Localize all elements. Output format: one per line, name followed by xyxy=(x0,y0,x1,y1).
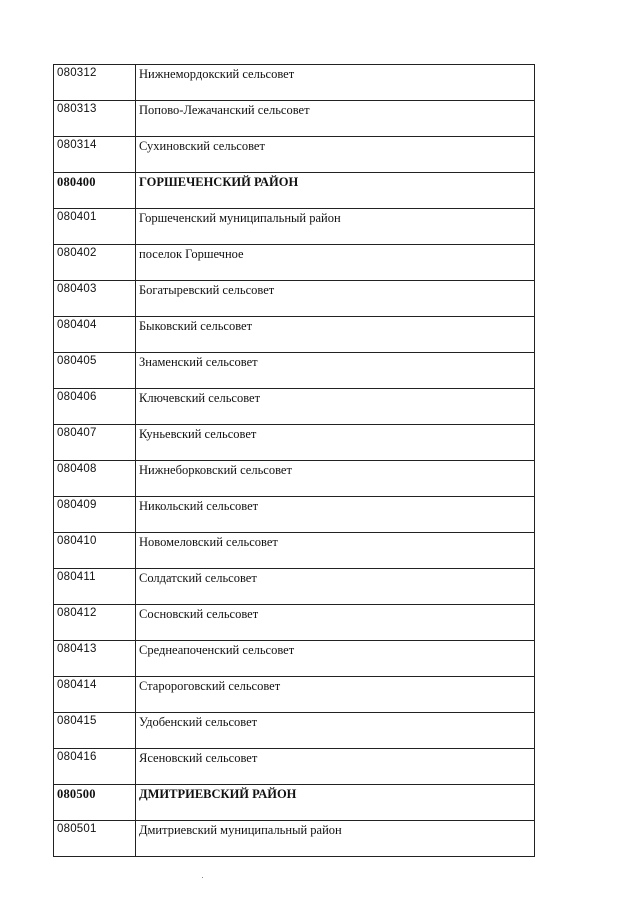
scan-speck xyxy=(202,877,203,878)
table-row xyxy=(54,569,535,605)
row-name-cell: Сухиновский сельсовет xyxy=(136,137,535,173)
row-name-cell: Старороговский сельсовет xyxy=(136,677,535,713)
table-row xyxy=(54,65,535,101)
row-name-cell: Новомеловский сельсовет xyxy=(136,533,535,569)
row-name-cell: Солдатский сельсовет xyxy=(136,569,535,605)
table-row xyxy=(54,749,535,785)
row-name-cell: Нижнемордокский сельсовет xyxy=(136,65,535,101)
table-row xyxy=(54,245,535,281)
table-row xyxy=(54,497,535,533)
row-code-cell: 080313 xyxy=(54,101,136,137)
row-code-cell: 080414 xyxy=(54,677,136,713)
row-code-cell: 080400 xyxy=(54,173,136,209)
row-code-cell: 080416 xyxy=(54,749,136,785)
row-code-cell: 080415 xyxy=(54,713,136,749)
row-code-cell: 080410 xyxy=(54,533,136,569)
table-row xyxy=(54,389,535,425)
row-name-cell: Сосновский сельсовет xyxy=(136,605,535,641)
table-row xyxy=(54,137,535,173)
row-name-cell: Куньевский сельсовет xyxy=(136,425,535,461)
row-code-cell: 080314 xyxy=(54,137,136,173)
table-row xyxy=(54,641,535,677)
table-row xyxy=(54,677,535,713)
row-name-cell: Удобенский сельсовет xyxy=(136,713,535,749)
row-code-cell: 080312 xyxy=(54,65,136,101)
row-code-cell: 080404 xyxy=(54,317,136,353)
table-row xyxy=(54,533,535,569)
table-body xyxy=(54,65,535,857)
district-header-row xyxy=(54,173,535,209)
row-code-cell: 080411 xyxy=(54,569,136,605)
row-name-cell: Дмитриевский муниципальный район xyxy=(136,821,535,857)
row-code-cell: 080408 xyxy=(54,461,136,497)
district-header-row xyxy=(54,785,535,821)
row-code-cell: 080500 xyxy=(54,785,136,821)
row-name-cell: Попово-Лежачанский сельсовет xyxy=(136,101,535,137)
row-name-cell: Никольский сельсовет xyxy=(136,497,535,533)
table-row xyxy=(54,281,535,317)
row-code-cell: 080401 xyxy=(54,209,136,245)
table-row xyxy=(54,209,535,245)
row-name-cell: поселок Горшечное xyxy=(136,245,535,281)
code-table xyxy=(53,64,535,857)
row-name-cell: Среднеапоченский сельсовет xyxy=(136,641,535,677)
row-name-cell: Богатыревский сельсовет xyxy=(136,281,535,317)
row-code-cell: 080406 xyxy=(54,389,136,425)
table-row xyxy=(54,713,535,749)
table-row xyxy=(54,353,535,389)
table-row xyxy=(54,605,535,641)
row-name-cell: Нижнеборковский сельсовет xyxy=(136,461,535,497)
table-row xyxy=(54,101,535,137)
row-name-cell: ГОРШЕЧЕНСКИЙ РАЙОН xyxy=(136,173,535,209)
row-name-cell: Ясеновский сельсовет xyxy=(136,749,535,785)
row-code-cell: 080501 xyxy=(54,821,136,857)
row-code-cell: 080409 xyxy=(54,497,136,533)
row-code-cell: 080403 xyxy=(54,281,136,317)
row-name-cell: ДМИТРИЕВСКИЙ РАЙОН xyxy=(136,785,535,821)
table-row xyxy=(54,425,535,461)
row-name-cell: Ключевский сельсовет xyxy=(136,389,535,425)
table-row xyxy=(54,317,535,353)
table-row xyxy=(54,461,535,497)
row-name-cell: Знаменский сельсовет xyxy=(136,353,535,389)
row-name-cell: Горшеченский муниципальный район xyxy=(136,209,535,245)
row-name-cell: Быковский сельсовет xyxy=(136,317,535,353)
row-code-cell: 080405 xyxy=(54,353,136,389)
row-code-cell: 080402 xyxy=(54,245,136,281)
row-code-cell: 080412 xyxy=(54,605,136,641)
row-code-cell: 080407 xyxy=(54,425,136,461)
table-row xyxy=(54,821,535,857)
row-code-cell: 080413 xyxy=(54,641,136,677)
